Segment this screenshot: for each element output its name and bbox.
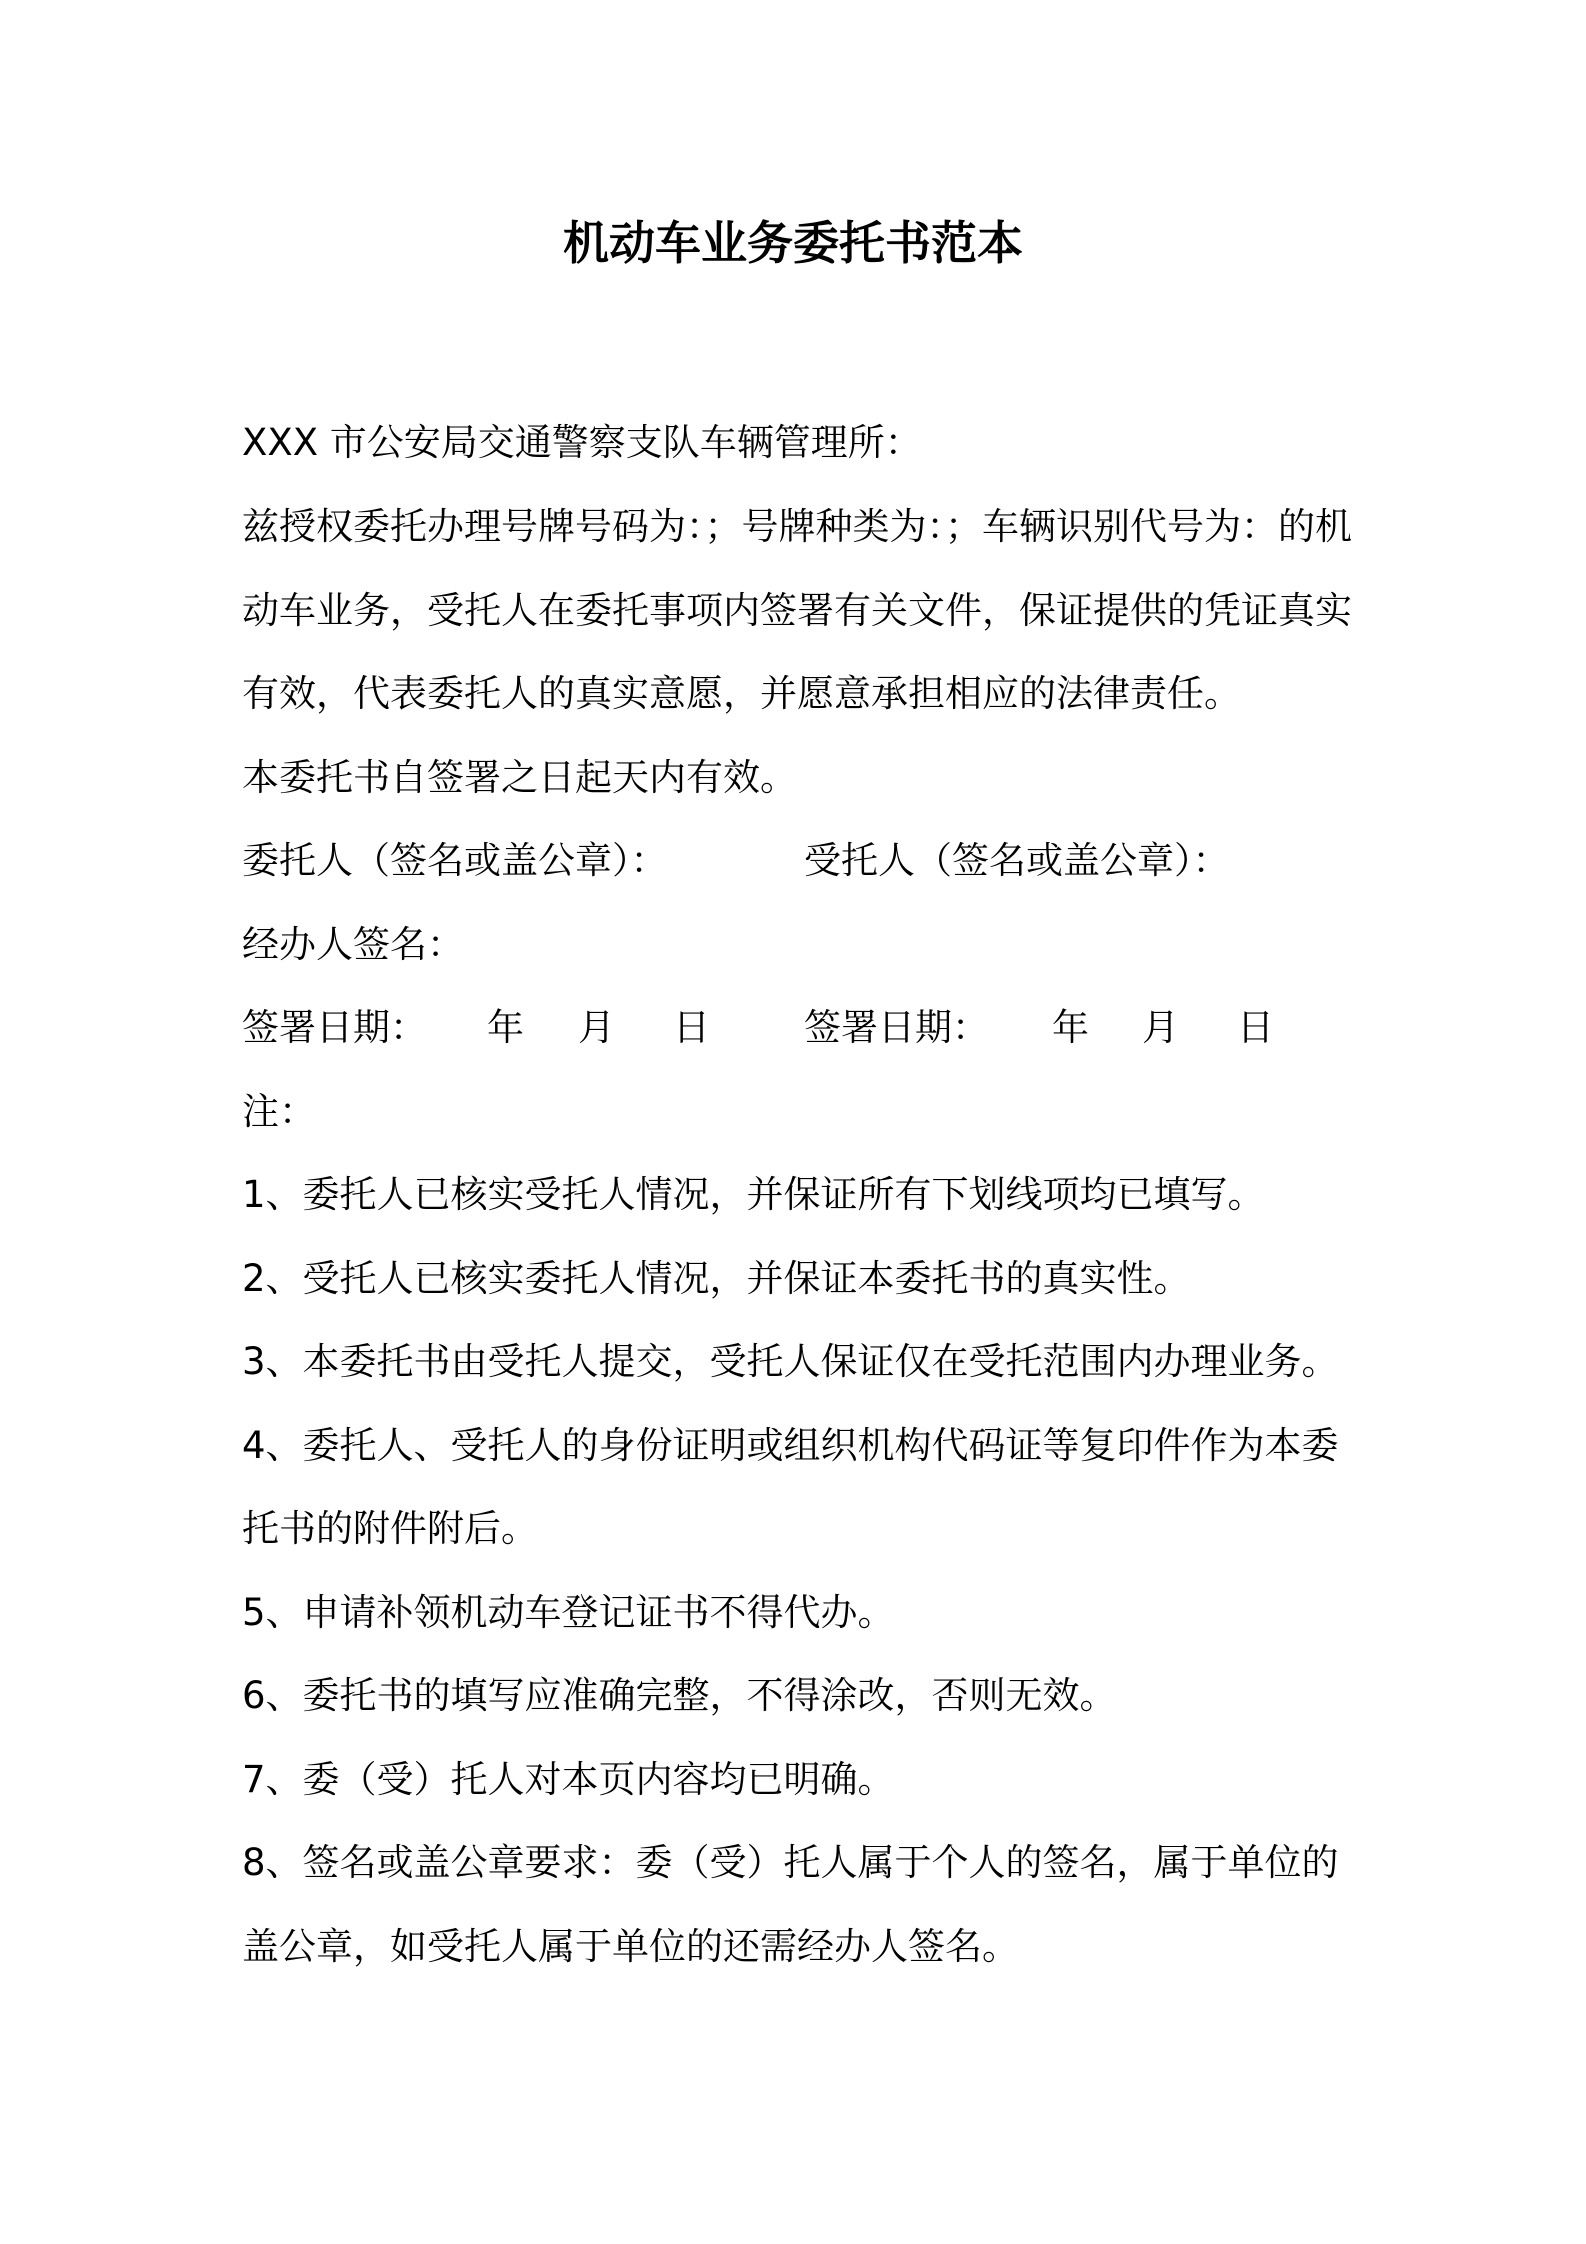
note-item: 1、委托人已核实受托人情况，并保证所有下划线项均已填写。 — [242, 1173, 1265, 1216]
note-item: 7、委（受）托人对本页内容均已明确。 — [242, 1758, 895, 1801]
principal-date-label: 签署日期： — [242, 1006, 427, 1049]
agent-date-month: 月 — [1142, 1006, 1179, 1049]
agent-date-day: 日 — [1237, 1006, 1274, 1049]
body-line-3: 有效，代表委托人的真实意愿，并愿意承担相应的法律责任。 — [242, 672, 1241, 715]
body-line-1: 兹授权委托办理号牌号码为：；号牌种类为：；车辆识别代号为：的机 — [242, 505, 1352, 548]
body-line-2: 动车业务，受托人在委托事项内签署有关文件，保证提供的凭证真实 — [242, 589, 1352, 632]
note-item-continuation: 盖公章，如受托人属于单位的还需经办人签名。 — [242, 1925, 1019, 1968]
signature-row — [242, 836, 1342, 886]
agent-date-year: 年 — [1052, 1006, 1089, 1049]
note-item-continuation: 托书的附件附后。 — [242, 1507, 538, 1550]
note-item: 4、委托人、受托人的身份证明或组织机构代码证等复印件作为本委 — [242, 1424, 1339, 1467]
notes-label: 注： — [242, 1090, 316, 1133]
note-item: 8、签名或盖公章要求：委（受）托人属于个人的签名，属于单位的 — [242, 1841, 1339, 1884]
principal-date-day: 日 — [673, 1006, 710, 1049]
principal-signature-label: 委托人（签名或盖公章）： — [242, 839, 668, 882]
note-item: 3、本委托书由受托人提交，受托人保证仅在受托范围内办理业务。 — [242, 1340, 1339, 1383]
note-item: 6、委托书的填写应准确完整，不得涂改，否则无效。 — [242, 1674, 1117, 1717]
handler-signature-label: 经办人签名： — [242, 923, 464, 966]
agent-signature-label: 受托人（签名或盖公章）： — [804, 839, 1230, 882]
date-row — [242, 1003, 1342, 1053]
note-item: 5、申请补领机动车登记证书不得代办。 — [242, 1591, 895, 1634]
addressee: XXX 市公安局交通警察支队车辆管理所： — [242, 421, 922, 464]
agent-date-label: 签署日期： — [804, 1006, 989, 1049]
principal-date-year: 年 — [487, 1006, 524, 1049]
note-item: 2、受托人已核实委托人情况，并保证本委托书的真实性。 — [242, 1257, 1191, 1300]
validity-statement: 本委托书自签署之日起天内有效。 — [242, 756, 797, 799]
principal-date-month: 月 — [578, 1006, 615, 1049]
document-title: 机动车业务委托书范本 — [563, 216, 1023, 270]
